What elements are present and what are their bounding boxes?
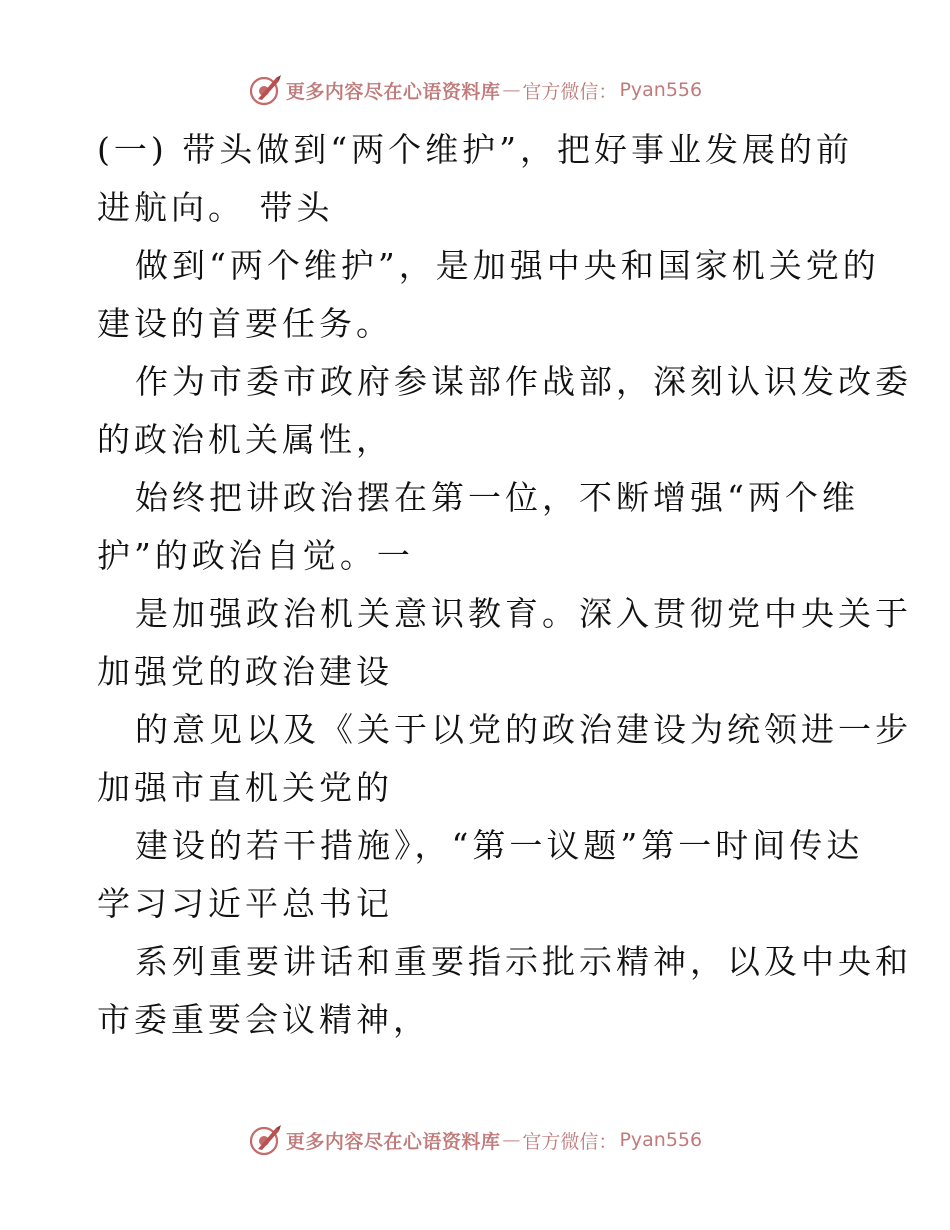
body-line-12: 加强市直机关党的: [97, 768, 393, 807]
header-banner-separator: —: [502, 79, 521, 101]
header-wechat-id: Pyan556: [619, 79, 703, 101]
header-watermark-banner: [0, 70, 950, 110]
quill-logo-icon: [248, 1123, 282, 1157]
body-line-11: 的意见以及《关于以党的政治建设为统领进一步: [135, 710, 912, 749]
body-line-4: 建设的首要任务。: [97, 304, 393, 343]
body-line-2: 进航向。 带头: [97, 188, 334, 227]
footer-banner-separator: —: [502, 1129, 521, 1151]
body-line-14: 学习习近平总书记: [97, 884, 393, 923]
quill-logo-icon: [248, 73, 282, 107]
footer-banner-text: 更多内容尽在心语资料库: [285, 1130, 501, 1153]
body-line-1: (一) 带头做到“两个维护”，把好事业发展的前: [97, 130, 853, 169]
body-line-5: 作为市委市政府参谋部作战部，深刻认识发改委: [135, 362, 912, 401]
header-banner-text: 更多内容尽在心语资料库: [285, 80, 501, 103]
document-body: [97, 121, 912, 1049]
body-line-15: 系列重要讲话和重要指示批示精神，以及中央和: [135, 942, 912, 981]
body-line-9: 是加强政治机关意识教育。深入贯彻党中央关于: [135, 594, 912, 633]
footer-wechat-label: 官方微信：: [522, 1130, 618, 1153]
body-line-3: 做到“两个维护”，是加强中央和国家机关党的: [135, 246, 880, 285]
footer-wechat-id: Pyan556: [619, 1129, 703, 1151]
body-line-7: 始终把讲政治摆在第一位，不断增强“两个维: [135, 478, 859, 517]
footer-watermark-banner: [0, 1120, 950, 1160]
body-line-6: 的政治机关属性，: [97, 420, 393, 459]
body-line-16: 市委重要会议精神，: [97, 1000, 430, 1039]
body-line-8: 护”的政治自觉。一: [97, 536, 414, 575]
header-wechat-label: 官方微信：: [522, 80, 618, 103]
body-line-13: 建设的若干措施》，“第一议题”第一时间传达: [135, 826, 864, 865]
body-line-10: 加强党的政治建设: [97, 652, 393, 691]
